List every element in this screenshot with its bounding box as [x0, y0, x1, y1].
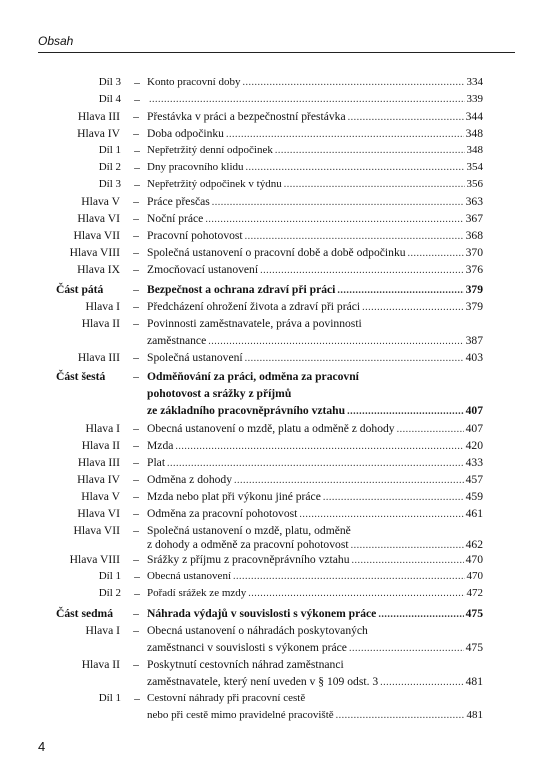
toc-entry-title: Cestovní náhrady při pracovní cestě [147, 692, 306, 704]
toc-dash: – [133, 283, 139, 296]
toc-entry-line [147, 585, 483, 602]
toc-entry-label: Hlava II [81, 317, 120, 330]
leader-dots [362, 298, 464, 316]
leader-dots [378, 605, 463, 623]
toc-page-number: 368 [465, 229, 483, 242]
toc-dash: – [134, 76, 140, 89]
toc-entry-label: Díl 1 [98, 570, 121, 582]
toc-entry-title: nebo při cestě mimo pravidelné pracoviště [147, 709, 334, 721]
toc-entry-line [147, 505, 483, 523]
toc-entry-title: Doba odpočinku [147, 127, 224, 140]
leader-dots [167, 454, 464, 472]
leader-dots [245, 227, 464, 245]
toc-entry-line [147, 261, 483, 279]
toc-entry-line [147, 437, 483, 455]
toc-entry-line [147, 420, 483, 438]
toc-entry-line [147, 551, 483, 569]
toc-page-number: 370 [465, 246, 483, 259]
toc-entry-title: Mzda [147, 439, 174, 452]
toc-entry-title: Nepřetržitý odpočinek v týdnu [147, 178, 282, 190]
toc-page-number: 379 [465, 283, 483, 296]
toc-entry-label: Hlava III [77, 456, 120, 469]
leader-dots [260, 261, 464, 279]
toc-entry-label: Hlava VIII [69, 246, 120, 259]
page-number: 4 [38, 739, 46, 754]
toc-entry-line [147, 471, 483, 489]
toc-dash: – [134, 93, 140, 106]
leader-dots [299, 505, 463, 523]
toc-page-number: 367 [465, 212, 483, 225]
toc-dash: – [134, 144, 140, 157]
toc-entry-label: Díl 2 [98, 161, 121, 173]
toc-dash: – [133, 317, 139, 330]
toc-entry-title: Náhrada výdajů v souvislosti s výkonem práce [147, 607, 377, 620]
toc-entry-label: Hlava IX [77, 263, 120, 276]
toc-entry-title: Předcházení ohrožení života a zdraví při práci [147, 300, 361, 313]
leader-dots [348, 108, 464, 126]
toc-entry-title: Povinnosti zaměstnavatele, práva a povinnosti [147, 317, 362, 330]
toc-dash: – [134, 161, 140, 174]
toc-dash: – [133, 422, 139, 435]
leader-dots [149, 91, 465, 108]
toc-page-number: 475 [465, 607, 483, 620]
toc-entry-label: Díl 1 [98, 692, 121, 704]
toc-dash: – [134, 692, 140, 705]
leader-dots [275, 142, 465, 159]
toc-page-number: 459 [465, 490, 483, 503]
toc-entry-title: Odměňování za práci, odměna za pracovní [147, 370, 359, 383]
toc-dash: – [133, 127, 139, 140]
leader-dots [245, 349, 464, 367]
toc-entry-title: Konto pracovní doby [147, 76, 241, 88]
toc-entry-line [147, 244, 483, 262]
toc-dash: – [133, 195, 139, 208]
toc-dash: – [133, 624, 139, 637]
toc-page-number: 481 [466, 709, 483, 721]
toc-entry-title: Odměna za pracovní pohotovost [147, 507, 298, 520]
leader-dots [380, 673, 463, 691]
toc-entry-title: Pracovní pohotovost [147, 229, 243, 242]
toc-page-number: 379 [465, 300, 483, 313]
toc-entry-line [147, 332, 483, 350]
toc-entry-label: Díl 3 [98, 76, 121, 88]
toc-entry-line [147, 673, 483, 691]
toc-entry-label: Díl 2 [98, 587, 121, 599]
toc-entry-title: Přestávka v práci a bezpečnostní přestávka [147, 110, 346, 123]
toc-entry-title: Odměna z dohody [147, 473, 233, 486]
leader-dots [349, 639, 464, 657]
toc-entry-label: Hlava II [81, 439, 120, 452]
toc-entry-title: Mzda nebo plat při výkonu jiné práce [147, 490, 321, 503]
toc-dash: – [133, 456, 139, 469]
toc-entry-line [147, 91, 483, 108]
toc-entry-line [147, 227, 483, 245]
toc-dash: – [133, 351, 139, 364]
leader-dots [284, 176, 465, 193]
leader-dots [336, 707, 465, 724]
toc-entry-line [147, 298, 483, 316]
toc-entry-title: Společná ustanovení [147, 351, 243, 364]
toc-dash: – [134, 587, 140, 600]
leader-dots [242, 74, 464, 91]
toc-page-number: 403 [465, 351, 483, 364]
toc-dash: – [133, 524, 139, 537]
leader-dots [248, 585, 464, 602]
toc-entry-line [147, 488, 483, 506]
leader-dots [337, 281, 463, 299]
toc-page-number: 462 [465, 538, 483, 551]
toc-entry-label: Díl 3 [98, 178, 121, 190]
toc-page-number: 339 [466, 93, 483, 105]
toc-entry-title: Společná ustanovení o mzdě, platu, odměně [147, 524, 351, 537]
toc-entry-label: Hlava VIII [69, 553, 120, 566]
toc-entry-title: Pořadí srážek ze mzdy [147, 587, 247, 599]
toc-entry-title: Obecná ustanovení [147, 570, 231, 582]
toc-page-number: 461 [465, 507, 483, 520]
toc-entry-title: Obecná ustanovení o mzdě, platu a odměně z dohody [147, 422, 395, 435]
toc-dash: – [133, 110, 139, 123]
toc-entry-label: Hlava IV [77, 473, 120, 486]
toc-entry-label: Hlava VII [73, 524, 120, 537]
toc-page-number: 457 [465, 473, 483, 486]
toc-entry-title: Práce přesčas [147, 195, 210, 208]
toc-entry-line [147, 108, 483, 126]
toc-entry-title: pohotovost a srážky z příjmů [147, 387, 292, 400]
toc-entry-label: Hlava VII [73, 229, 120, 242]
toc-page-number: 407 [465, 422, 483, 435]
toc-entry-label: Hlava V [81, 490, 120, 503]
toc-entry-line [147, 125, 483, 143]
toc-page-number: 472 [466, 587, 483, 599]
toc-part-label: Část šestá [56, 370, 106, 383]
toc-dash: – [133, 212, 139, 225]
toc-dash: – [133, 439, 139, 452]
toc-entry-line [147, 568, 483, 585]
leader-dots [212, 193, 464, 211]
toc-entry-line [147, 159, 483, 176]
toc-entry-title: Bezpečnost a ochrana zdraví při práci [147, 283, 336, 296]
toc-entry-title: Zmocňovací ustanovení [147, 263, 259, 276]
toc-page-number: 407 [465, 404, 483, 417]
toc-entry-title: zaměstnance [147, 334, 207, 347]
leader-dots [208, 332, 463, 350]
leader-dots [234, 471, 464, 489]
toc-page-number: 387 [465, 334, 483, 347]
toc-entry-title: Dny pracovního klidu [147, 161, 244, 173]
toc-dash: – [133, 300, 139, 313]
leader-dots [408, 244, 464, 262]
toc-page-number: 470 [466, 570, 483, 582]
toc-entry-line [147, 605, 483, 623]
toc-entry-title: ze základního pracovněprávního vztahu [147, 404, 346, 417]
toc-entry-label: Díl 1 [98, 144, 121, 156]
leader-dots [246, 159, 465, 176]
toc-page-number: 354 [466, 161, 483, 173]
toc-entry-label: Hlava II [81, 658, 120, 671]
toc-entry-line [147, 193, 483, 211]
toc-page-number: 470 [465, 553, 483, 566]
toc-entry-label: Hlava I [85, 624, 120, 637]
toc-page-number: 363 [465, 195, 483, 208]
toc-page-number: 334 [466, 76, 483, 88]
toc-entry-line [147, 454, 483, 472]
toc-dash: – [133, 553, 139, 566]
toc-page-number: 344 [465, 110, 483, 123]
toc-dash: – [134, 178, 140, 191]
toc-dash: – [133, 507, 139, 520]
toc-dash: – [133, 229, 139, 242]
toc-entry-line [147, 281, 483, 299]
toc-entry-label: Hlava V [81, 195, 120, 208]
toc-entry-title: Nepřetržitý denní odpočinek [147, 144, 273, 156]
toc-dash: – [133, 370, 139, 383]
toc-entry-line [147, 707, 483, 724]
toc-entry-line [147, 142, 483, 159]
toc-page-number: 481 [465, 675, 483, 688]
toc-entry-label: Hlava III [77, 110, 120, 123]
leader-dots [226, 125, 464, 143]
toc-entry-title: Společná ustanovení o pracovní době a době odpočinku [147, 246, 406, 259]
toc-entry-label: Hlava IV [77, 127, 120, 140]
toc-page-number: 475 [465, 641, 483, 654]
toc-entry-title: Noční práce [147, 212, 204, 225]
toc-entry-label: Hlava VI [77, 212, 120, 225]
toc-part-label: Část sedmá [56, 607, 114, 620]
leader-dots [352, 551, 464, 569]
toc-entry-label: Hlava I [85, 422, 120, 435]
toc-page-number: 420 [465, 439, 483, 452]
toc-part-label: Část pátá [56, 283, 104, 296]
toc-entry-line [147, 639, 483, 657]
toc-entry-title: Poskytnutí cestovních náhrad zaměstnanci [147, 658, 344, 671]
toc-page-number: 356 [466, 178, 483, 190]
toc-entry-line [147, 402, 483, 420]
toc-entry-label: Hlava VI [77, 507, 120, 520]
toc-dash: – [133, 473, 139, 486]
toc-dash: – [133, 263, 139, 276]
toc-entry-title: zaměstnavatele, který není uveden v § 109 odst. 3 [147, 675, 379, 688]
toc-dash: – [133, 658, 139, 671]
toc-page-number: 433 [465, 456, 483, 469]
toc-page-number: 348 [465, 127, 483, 140]
toc-entry-title: Srážky z příjmu z pracovněprávního vztahu [147, 553, 350, 566]
toc-entry-title: z dohody a odměně za pracovní pohotovost [147, 538, 349, 551]
toc-entry-label: Hlava III [77, 351, 120, 364]
toc-entry-line [147, 176, 483, 193]
toc-page-number: 348 [466, 144, 483, 156]
leader-dots [397, 420, 464, 438]
toc-entry-line [147, 74, 483, 91]
toc-entry-label: Díl 4 [98, 93, 121, 105]
toc-dash: – [133, 246, 139, 259]
running-header: Obsah [38, 34, 74, 48]
leader-dots [175, 437, 463, 455]
toc-entry-title: Plat [147, 456, 166, 469]
toc-dash: – [133, 490, 139, 503]
leader-dots [205, 210, 463, 228]
toc-entry-line [147, 349, 483, 367]
toc-entry-title: zaměstnanci v souvislosti s výkonem práce [147, 641, 347, 654]
toc-entry-line [147, 210, 483, 228]
toc-entry-label: Hlava I [85, 300, 120, 313]
toc-dash: – [133, 607, 139, 620]
leader-dots [323, 488, 464, 506]
leader-dots [233, 568, 465, 585]
toc-dash: – [134, 570, 140, 583]
toc-page-number: 376 [465, 263, 483, 276]
toc-entry-title: Obecná ustanovení o náhradách poskytovaných [147, 624, 368, 637]
leader-dots [347, 402, 464, 420]
